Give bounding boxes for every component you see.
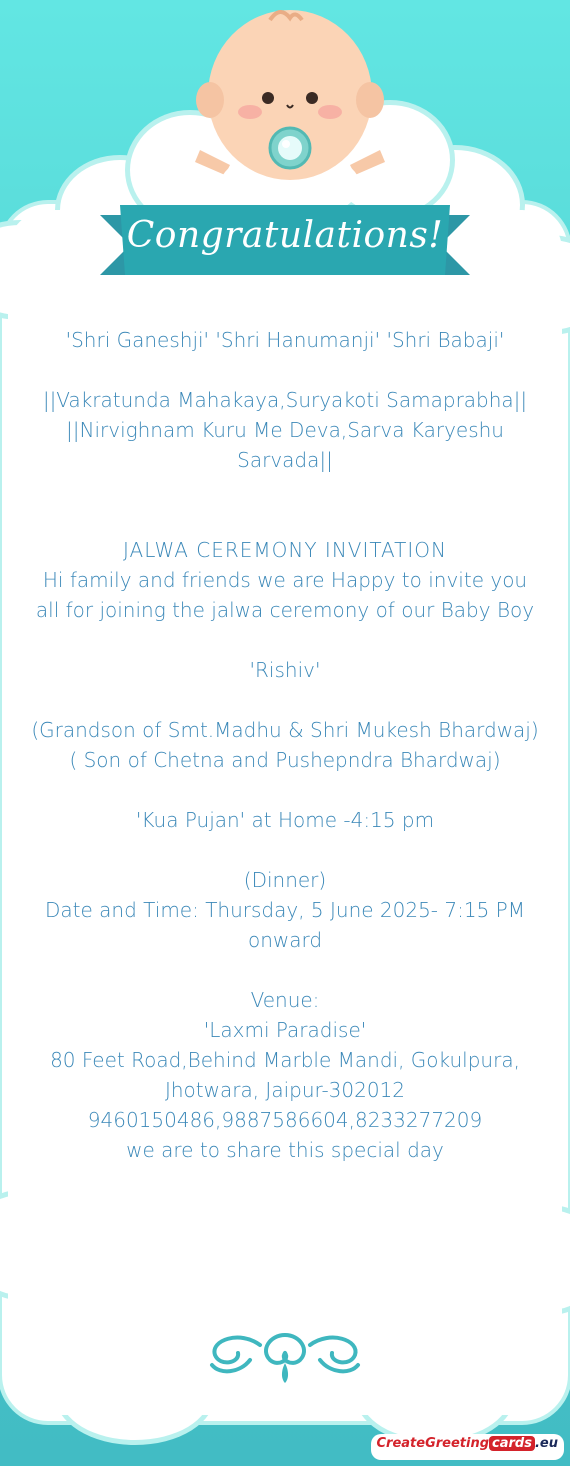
invitation-heading: JALWA CEREMONY INVITATION (123, 538, 447, 562)
banner-title: Congratulations! (126, 215, 444, 256)
mantra-line-1: ||Vakratunda Mahakaya,Suryakoti Samaprabha|| (42, 388, 528, 412)
closing-line: we are to share this special day (126, 1138, 444, 1162)
mantra-line-2: ||Nirvighnam Kuru Me Deva,Sarva Karyeshu Sarvada|| (66, 418, 504, 472)
grandson-line: (Grandson of Smt.Madhu & Shri Mukesh Bhardwaj) (31, 718, 539, 742)
deities-line: 'Shri Ganeshji' 'Shri Hanumanji' 'Shri Babaji' (65, 328, 505, 352)
contact-phones: 9460150486,9887586604,8233277209 (87, 1108, 483, 1132)
baby-illustration (190, 0, 390, 215)
brand-part-2: cards (489, 1436, 535, 1451)
brand-part-1: CreateGreeting (376, 1436, 490, 1451)
invitation-text (30, 325, 540, 1165)
kua-pujan-line: 'Kua Pujan' at Home -4:15 pm (135, 808, 435, 832)
flourish-ornament-icon (200, 1325, 370, 1385)
venue-label: Venue: (250, 988, 320, 1012)
brand-part-3: .eu (534, 1436, 558, 1451)
datetime-line: Date and Time: Thursday, 5 June 2025- 7:15 PM onward (45, 898, 525, 952)
baby-name: 'Rishiv' (249, 658, 321, 682)
venue-name: 'Laxmi Paradise' (203, 1018, 367, 1042)
invitation-intro: Hi family and friends we are Happy to invite you all for joining the jalwa ceremony of our Baby Boy (35, 568, 535, 622)
son-line: ( Son of Chetna and Pushepndra Bhardwaj) (69, 748, 501, 772)
dinner-line: (Dinner) (243, 868, 327, 892)
brand-logo (371, 1434, 564, 1460)
venue-address: 80 Feet Road,Behind Marble Mandi, Gokulpura, Jhotwara, Jaipur-302012 (50, 1048, 520, 1102)
